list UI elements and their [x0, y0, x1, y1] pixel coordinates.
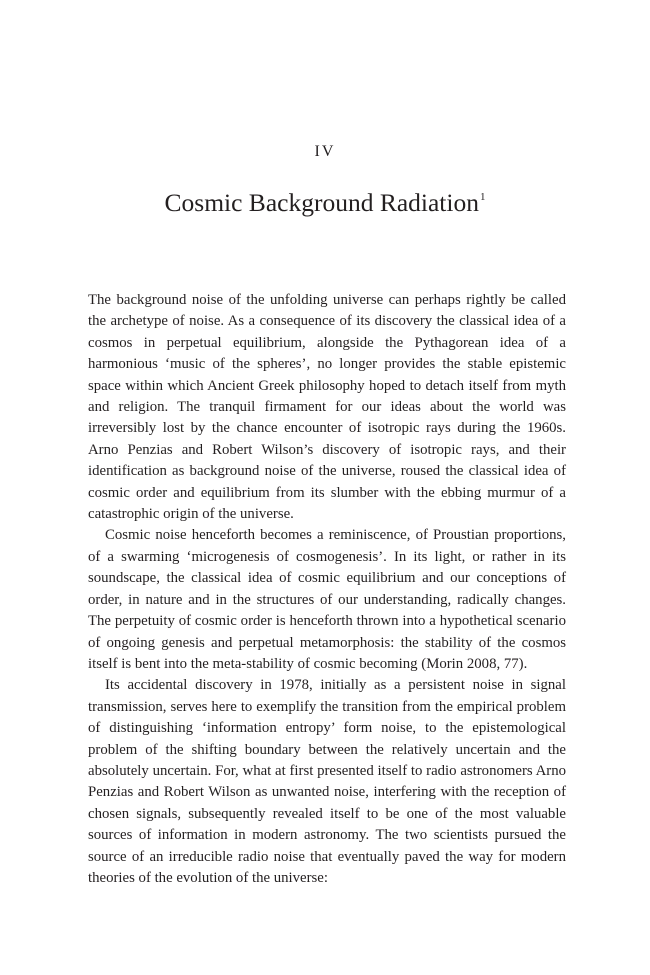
chapter-number: IV: [314, 143, 336, 160]
paragraph-3: Its accidental discovery in 1978, initially as a persistent noise in signal transmission, serves here to exemplify the transition from the empirical problem of distinguishing ‘information entropy’ form noise, to the epistemological problem of the shifting boundary between the relatively uncertain and the absolutely uncertain. For, what at first presented itself to radio astronomers Arno Penzias and Robert Wilson as unwanted noise, interfering with the reception of chosen signals, subsequently revealed itself to be one of the most valuable sources of information in modern astronomy. The two scientists pursued the source of an irreducible radio noise that eventually paved the way for modern theories of the evolution of the universe:: [88, 677, 566, 886]
chapter-title-text: Cosmic Background Radiation: [164, 188, 479, 217]
footnote-reference[interactable]: 1: [479, 190, 486, 203]
paragraph-2: Cosmic noise henceforth becomes a reminiscence, of Proustian proportions, of a swarming ‘microgenesis of cosmogenesis’. In its light, or rather in its soundscape, the classical idea of cosmic equilibrium and our conceptions of order, in nature and in the structures of our understanding, radically changes. The perpetuity of cosmic order is henceforth thrown into a hypothetical scenario of ongoing genesis and perpetual metamorphosis: the stability of the cosmos itself is bent into the meta-stability of cosmic becoming (Morin 2008, 77).: [88, 527, 566, 672]
body-text: [88, 290, 566, 889]
chapter-title: [0, 188, 650, 218]
paragraph-1: The background noise of the unfolding universe can perhaps rightly be called the archetype of noise. As a consequence of its discovery the classical idea of a cosmos in perpetual equilibrium, alongside the Pythagorean idea of a harmonious ‘music of the spheres’, no longer provides the stable epistemic space within which Ancient Greek philosophy hoped to detach itself from myth and religion. The tranquil firmament for our ideas about the world was irreversibly lost by the chance encounter of isotropic rays during the 1960s. Arno Penzias and Robert Wilson’s discovery of isotropic rays, and their identification as background noise of the universe, roused the classical idea of cosmic order and equilibrium from its slumber with the ebbing murmur of a catastrophic origin of the universe.: [88, 292, 566, 523]
